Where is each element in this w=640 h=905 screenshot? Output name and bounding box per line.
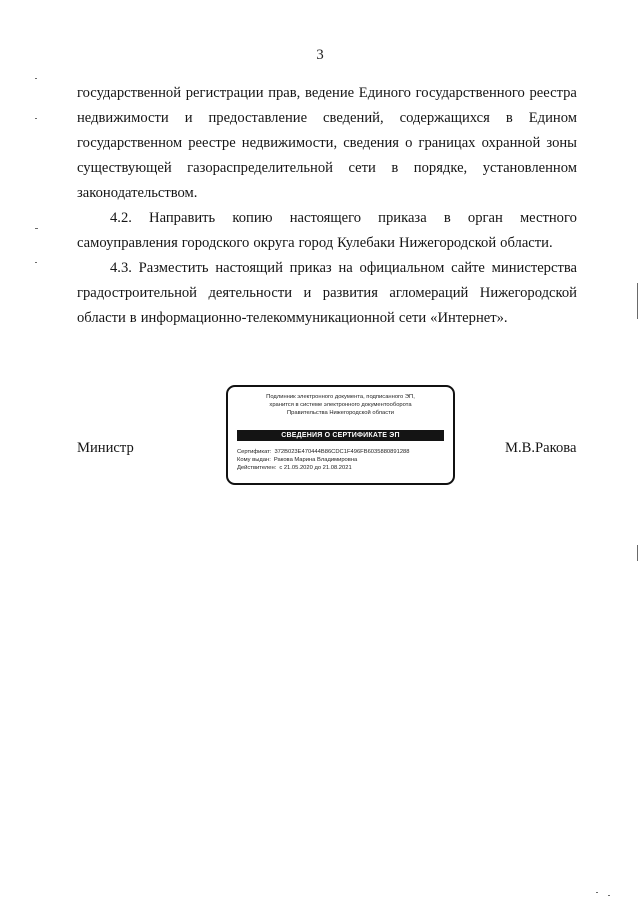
validity-label: Действителен: <box>237 465 277 471</box>
word: приказа <box>378 210 427 226</box>
word: области <box>77 310 126 326</box>
paragraph-4-3 <box>77 258 577 278</box>
issued-to-value: Ракова Марина Владимировна <box>273 457 358 463</box>
text-line <box>77 183 577 203</box>
stamp-notice-line: Подлинник электронного документа, подписанного ЭП, <box>266 394 415 400</box>
word: Нижегородской <box>399 235 497 251</box>
word: приказ <box>289 260 332 276</box>
scan-edge <box>637 283 638 319</box>
electronic-signature-stamp <box>226 385 455 485</box>
word: официальном <box>359 260 445 276</box>
scan-mark <box>35 262 37 263</box>
word: в <box>443 210 451 226</box>
text-line <box>77 283 577 303</box>
word: сети <box>398 310 427 326</box>
word: области. <box>500 235 553 251</box>
word: город <box>298 235 334 251</box>
stamp-details <box>237 448 447 472</box>
certificate-row <box>237 448 447 456</box>
text-line <box>77 108 577 128</box>
word: порядке, <box>413 160 468 176</box>
word: Кулебаки <box>337 235 395 251</box>
word: «Интернет». <box>430 310 508 326</box>
word: настоящего <box>289 210 362 226</box>
word: охранной <box>481 135 541 151</box>
signatory-name: М.В.Ракова <box>505 440 577 456</box>
word: местного <box>519 210 577 226</box>
word: сети <box>348 160 376 176</box>
page-number: 3 <box>316 47 324 63</box>
word: Нижегородской <box>479 285 577 301</box>
word: в <box>391 160 399 176</box>
word: реестра <box>529 85 577 101</box>
word: сведений, <box>323 110 384 126</box>
validity-row <box>237 464 447 472</box>
scan-mark <box>608 895 610 896</box>
signatory-title: Министр <box>77 440 134 456</box>
word: в <box>505 110 513 126</box>
word: орган <box>467 210 503 226</box>
paragraph-4-2 <box>77 208 577 228</box>
scan-mark <box>35 228 38 229</box>
word: самоуправления <box>77 235 178 251</box>
word: сведения <box>343 135 400 151</box>
word: и <box>184 110 193 126</box>
certificate-label: Сертификат: <box>237 449 272 455</box>
word: недвижимости <box>77 110 169 126</box>
word: ведение <box>305 85 355 101</box>
word: в <box>129 310 137 326</box>
text-line <box>77 83 577 103</box>
word: государственном <box>77 135 183 151</box>
word: Единого <box>358 85 411 101</box>
scan-mark <box>596 892 598 893</box>
word: прав, <box>268 85 301 101</box>
word: и <box>303 285 312 301</box>
stamp-notice-line: Правительства Нижегородской области <box>286 410 395 416</box>
word: городского <box>181 235 250 251</box>
clause-number: 4.3. <box>110 260 132 276</box>
issued-to-label: Кому выдан: <box>237 457 271 463</box>
word: агломераций <box>389 285 469 301</box>
word: настоящий <box>215 260 283 276</box>
word: установленном <box>482 160 577 176</box>
stamp-banner: СВЕДЕНИЯ О СЕРТИФИКАТЕ ЭП <box>237 430 444 441</box>
word: министерства <box>491 260 577 276</box>
text-line <box>77 158 577 178</box>
word: округа <box>253 235 295 251</box>
issued-to-row <box>237 456 447 464</box>
clause-number: 4.2. <box>110 210 132 226</box>
word: газораспределительной <box>187 160 333 176</box>
stamp-notice-line: хранится в системе электронного документооборота <box>269 402 412 408</box>
word: границах <box>418 135 476 151</box>
word: сайте <box>451 260 485 276</box>
text-line <box>77 133 577 153</box>
word: реестре <box>188 135 236 151</box>
word: копию <box>232 210 273 226</box>
word: о <box>405 135 413 151</box>
scan-mark <box>35 118 37 119</box>
word: государственной <box>77 85 182 101</box>
word: недвижимости, <box>241 135 338 151</box>
scan-edge <box>637 545 638 561</box>
word: Направить <box>149 210 216 226</box>
word: законодательством. <box>77 185 198 201</box>
word: Разместить <box>138 260 209 276</box>
word: развития <box>322 285 378 301</box>
word: информационно-телекоммуникационной <box>140 310 395 326</box>
text-line <box>77 308 577 328</box>
text-line <box>77 233 577 253</box>
scan-mark <box>35 78 37 79</box>
word: на <box>338 260 353 276</box>
word: деятельности <box>208 285 293 301</box>
word: предоставление <box>208 110 308 126</box>
word: государственного <box>415 85 525 101</box>
word: Едином <box>528 110 577 126</box>
stamp-notice <box>228 393 453 417</box>
word: существующей <box>77 160 172 176</box>
word: градостроительной <box>77 285 197 301</box>
word: содержащихся <box>399 110 490 126</box>
word: зоны <box>546 135 577 151</box>
validity-value: с 21.05.2020 до 21.08.2021 <box>279 465 352 471</box>
certificate-value: 372B023E470444B86CDC1F496FB6035880891288 <box>274 449 410 455</box>
word: регистрации <box>185 85 264 101</box>
